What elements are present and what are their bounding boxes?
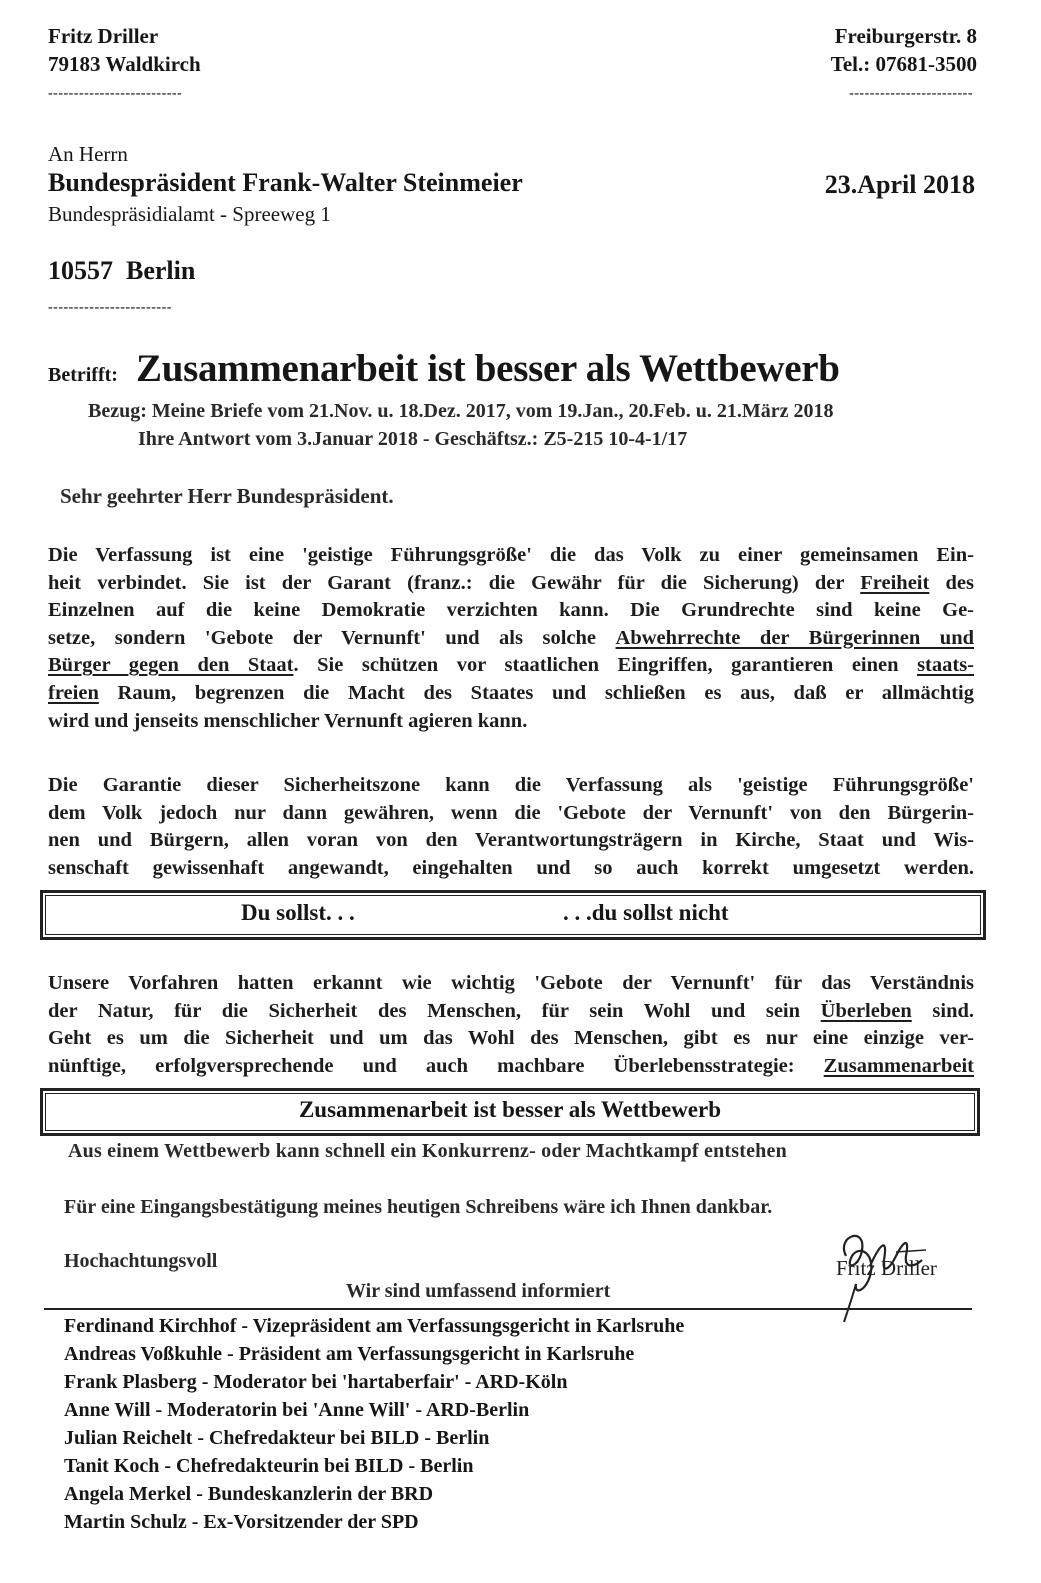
text-line: Unsere Vorfahren hatten erkannt wie wichtig 'Gebote der Vernunft' für das Verständnis <box>48 972 974 994</box>
paragraph-ancestors <box>48 970 974 1080</box>
text-line: dem Volk jedoch nur dann gewähren, wenn die 'Gebote der Vernunft' von den Bürgerin- <box>48 801 974 824</box>
text-line: Bürger gegen den Staat. Sie schützen vor staatlichen Eingriffen, garantieren einen staats- <box>48 654 974 677</box>
commandments-box <box>40 890 986 940</box>
cc-recipient: Martin Schulz - Ex-Vorsitzender der SPD <box>64 1511 419 1533</box>
subject-title: Zusammenarbeit ist besser als Wettbewerb <box>136 347 840 390</box>
recipient-city: 10557 Berlin <box>48 256 196 285</box>
signature-name: Fritz Driller <box>836 1256 937 1280</box>
sender-street: Freiburgerstr. 8 <box>834 24 977 48</box>
motto-box <box>40 1088 980 1136</box>
text-line: der Natur, für die Sicherheit des Menschen, für sein Wohl und sein Überleben sind. <box>48 999 974 1022</box>
subject-reference: Bezug: Meine Briefe vom 21.Nov. u. 18.Dez. 2017, vom 19.Jan., 20.Feb. u. 21.März 2018 <box>88 400 834 422</box>
recipient-office: Bundespräsidialamt - Spreeweg 1 <box>48 202 331 226</box>
cc-recipient: Anne Will - Moderatorin bei 'Anne Will' - ARD-Berlin <box>64 1399 530 1421</box>
sender-phone: Tel.: 07681-3500 <box>830 52 977 76</box>
text-line: senschaft gewissenhaft angewandt, eingehalten und so auch korrekt umgesetzt werden. <box>48 856 974 879</box>
text-line: nünftige, erfolgversprechende und auch machbare Überlebensstrategie: Zusammenarbeit <box>48 1054 974 1077</box>
cc-recipient: Ferdinand Kirchhof - Vizepräsident am Verfassungsgericht in Karlsruhe <box>64 1315 685 1337</box>
motto-caption: Aus einem Wettbewerb kann schnell ein Konkurrenz- oder Machtkampf entstehen <box>68 1140 787 1162</box>
cc-recipient: Angela Merkel - Bundeskanzlerin der BRD <box>64 1483 434 1505</box>
paragraph-guarantee <box>48 772 974 882</box>
sender-name: Fritz Driller <box>48 24 159 48</box>
recipient-salutation: An Herrn <box>48 142 128 166</box>
text-line: Die Garantie dieser Sicherheitszone kann die Verfassung als 'geistige Führungsgröße' <box>48 774 974 796</box>
greeting: Sehr geehrter Herr Bundespräsident. <box>60 484 394 508</box>
text-line: Einzelnen auf die keine Demokratie verzichten kann. Die Grundrechte sind keine Ge- <box>48 599 974 622</box>
text-line: setze, sondern 'Gebote der Vernunft' und als solche Abwehrrechte der Bürgerinnen und <box>48 626 974 649</box>
text-line: freien Raum, begrenzen die Macht des Staates und schließen es aus, daß er allmächtig <box>48 681 974 704</box>
cc-recipient: Tanit Koch - Chefredakteurin bei BILD - Berlin <box>64 1455 474 1477</box>
motto-text: Zusammenarbeit ist besser als Wettbewerb <box>298 1097 722 1122</box>
text-line: Geht es um die Sicherheit und um das Wohl des Menschen, gibt es nur eine einzige ver- <box>48 1027 974 1050</box>
subject-reference-reply: Ihre Antwort vom 3.Januar 2018 - Geschäftsz.: Z5-215 10-4-1/17 <box>138 428 688 450</box>
text-line: wird und jenseits menschlicher Vernunft agieren kann. <box>48 709 528 732</box>
box-thou-shalt-not: . . .du sollst nicht <box>563 900 729 925</box>
paragraph-constitution <box>48 542 974 735</box>
text-line: Die Verfassung ist eine 'geistige Führungsgröße' die das Volk zu einer gemeinsamen Ein- <box>48 544 974 566</box>
cc-divider <box>44 1308 972 1310</box>
sender-divider: -------------------------- <box>48 86 183 101</box>
cc-recipient: Frank Plasberg - Moderator bei 'hartaberfair' - ARD-Köln <box>64 1371 568 1393</box>
text-line: heit verbindet. Sie ist der Garant (franz.: die Gewähr für die Sicherung) der Freiheit des <box>48 571 974 594</box>
letter-date: 23.April 2018 <box>824 170 975 199</box>
recipient-name: Bundespräsident Frank-Walter Steinmeier <box>48 168 523 197</box>
subject-label: Betrifft: <box>48 364 118 386</box>
closing-greeting: Hochachtungsvoll <box>64 1250 218 1272</box>
recipient-divider: ------------------------ <box>48 300 172 315</box>
text-line: nen und Bürgern, allen voran von den Verantwortungsträgern in Kirche, Staat und Wis- <box>48 829 974 852</box>
informed-heading: Wir sind umfassend informiert <box>346 1280 611 1302</box>
cc-recipient: Andreas Voßkuhle - Präsident am Verfassungsgericht in Karlsruhe <box>64 1343 635 1365</box>
box-thou-shalt: Du sollst. . . <box>241 900 355 925</box>
cc-recipient: Julian Reichelt - Chefredakteur bei BILD - Berlin <box>64 1427 490 1449</box>
sender-city: 79183 Waldkirch <box>48 52 201 76</box>
sender-divider-right: ------------------------ <box>849 86 973 101</box>
closing-request: Für eine Eingangsbestätigung meines heutigen Schreibens wäre ich Ihnen dankbar. <box>64 1196 773 1218</box>
